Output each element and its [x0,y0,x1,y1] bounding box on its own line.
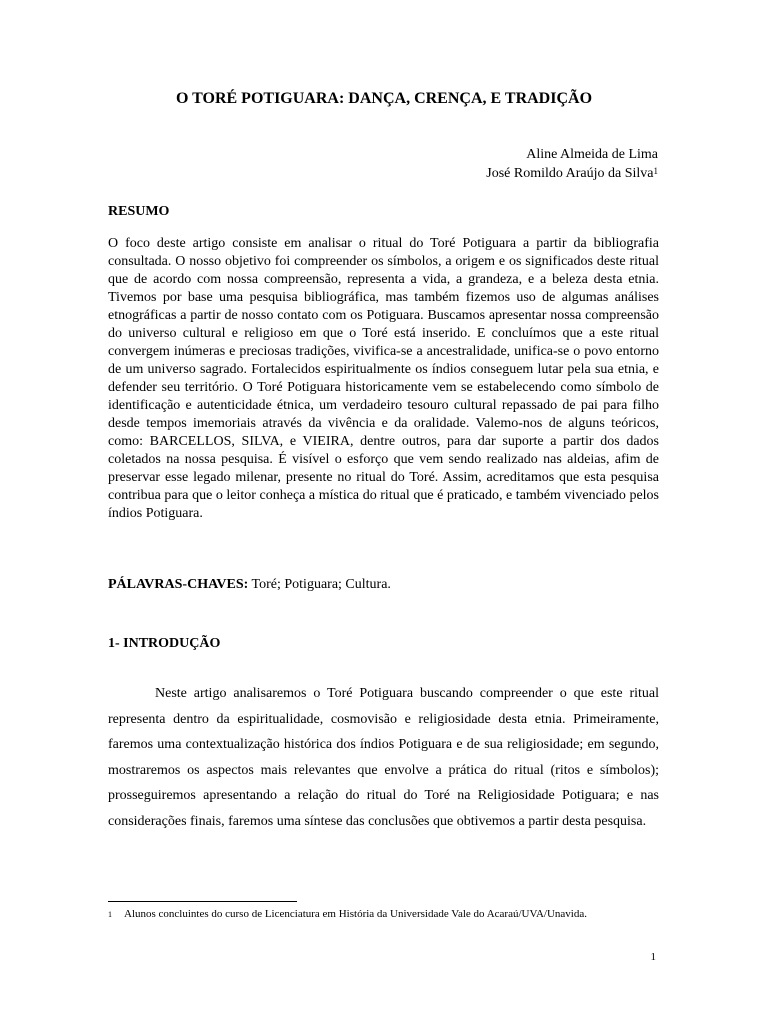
footnote-marker: 1 [108,910,112,919]
introduction-heading: 1- INTRODUÇÃO [108,636,221,651]
footnote-divider [108,901,297,902]
author-list [486,145,658,183]
author-1-name: Aline Almeida de Lima [526,147,658,162]
keywords-values: Toré; Potiguara; Cultura. [248,577,391,592]
footnote [108,907,659,922]
keywords-line [108,576,391,594]
abstract-heading: RESUMO [108,204,170,219]
footnote-text: Alunos concluintes do curso de Licenciatura em História da Universidade Vale do Acaraú/UVA/Unavida. [124,908,587,920]
introduction-text: Neste artigo analisaremos o Toré Potiguara buscando compreender o que este ritual representa dentro da espiritualidade, cosmovisão e religiosidade desta etnia. Primeiramente, faremos uma contextualização histórica dos índios Potiguara e de sua religiosidade; em segundo, mostraremos os aspectos mais relevantes que envolve a prática do ritual (ritos e símbolos); prosseguiremos apresentando a relação do ritual do Toré na Religiosidade Potiguara; e nas considerações finais, faremos uma síntese das conclusões que obtivemos a partir desta pesquisa. [108,686,659,829]
author-name [486,145,658,164]
abstract-text: O foco deste artigo consiste em analisar o ritual do Toré Potiguara a partir da bibliografia consultada. O nosso objetivo foi compreender os símbolos, a origem e os significados deste ritual que de acordo com nossa compreensão, representa a vida, a grandeza, e a beleza desta etnia. Tivemos por base uma pesquisa bibliográfica, mas também fizemos uso de algumas análises etnográficas a partir de nosso contato com os Potiguara. Buscamos apresentar nossa compreensão do universo cultural e religioso em que o Toré está inserido. E concluímos que a este ritual convergem inúmeras e preciosas tradições, vivifica-se a ancestralidade, unifica-se o povo entorno de um universo sagrado. Fortalecidos espiritualmente os índios conseguem lutar pela sua etnia, e defender seu território. O Toré Potiguara historicamente vem se estabelecendo como símbolo de identificação e autenticidade étnica, um verdadeiro tesouro cultural repassado de pai para filho desde tempos imemoriais através da vivência e da oralidade. Valemo-nos de alguns teóricos, como: BARCELLOS, SILVA, e VIEIRA, dentre outros, para dar suporte a partir dos dados coletados na nossa pesquisa. É visível o esforço que vem sendo realizado nas aldeias, afim de preservar esse legado milenar, presente no ritual do Toré. Assim, acreditamos que esta pesquisa contribua para que o leitor conheça a mística do ritual que é praticado, e também vivenciado pelos índios Potiguara. [108,236,659,521]
keywords-label: PÁLAVRAS-CHAVES: [108,577,249,592]
paper-title: O TORÉ POTIGUARA: DANÇA, CRENÇA, E TRADIÇÃO [175,90,593,107]
author-name [486,164,658,183]
author-2-name: José Romildo Araújo da Silva [486,166,654,181]
page-number: 1 [650,951,656,963]
footnote-reference: 1 [653,166,658,176]
